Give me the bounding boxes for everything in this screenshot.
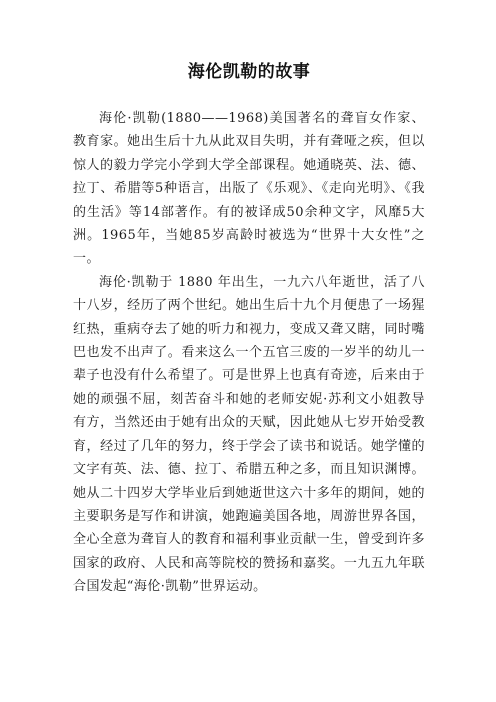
paragraph-life-story: 海伦·凯勒于 1880 年出生，一九六八年逝世，活了八十八岁，经历了两个世纪。她出生后十九个月便患了一场猩红热，重病夺去了她的听力和视力，变成又聋又瞎，同时嘴巴也发不出声了。看来这么一个五官三废的一岁半的幼儿一辈子也没有什么希望了。可是世界上也真有奇迹，后来由于她的顽强不屈，刻苦奋斗和她的老师安妮·苏利文小姐教导有方，当然还由于她有出众的天赋，因此她从七岁开始受教育，经过了几年的努力，终于学会了读书和说话。她学懂的文字有英、法、德、拉丁、希腊五种之多，而且知识渊博。她从二十四岁大学毕业后到她逝世这六十多年的期间，她的主要职务是写作和讲演，她跑遍美国各地，周游世界各国，全心全意为聋盲人的教育和福利事业贡献一生，曾受到许多国家的政府、人民和高等院校的赞扬和嘉奖。一九五九年联合国发起“海伦·凯勒”世界运动。: [73, 274, 425, 595]
document-body: [73, 107, 425, 599]
document-title: 海伦凯勒的故事: [187, 62, 311, 82]
paragraph-intro: 海伦·凯勒(1880——1968)美国著名的聋盲女作家、教育家。她出生后十九从此双目失明，并有聋哑之疾，但以惊人的毅力学完小学到大学全部课程。她通晓英、法、德、拉丁、希腊等5种语言，出版了《乐观》、《走向光明》、《我的生活》等14部著作。有的被译成50余种文字，风靡5大洲。1965年，当她85岁高龄时被选为“世界十大女性”之一。: [73, 111, 425, 267]
